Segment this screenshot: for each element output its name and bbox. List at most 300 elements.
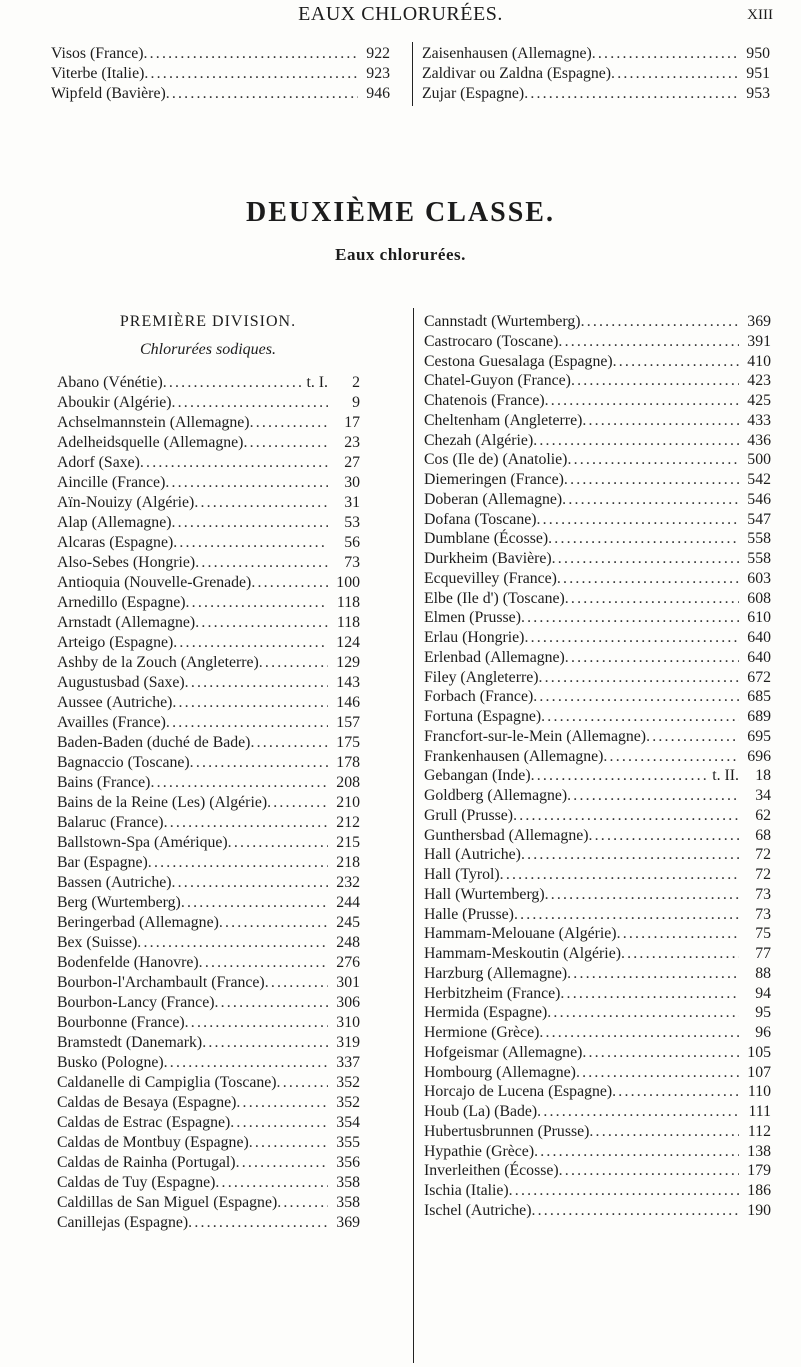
dot-leader	[545, 391, 739, 411]
entry-name: Baden-Baden (duché de Bade)	[57, 734, 251, 751]
index-entry	[57, 1193, 360, 1213]
entry-name: Doberan (Allemagne)	[424, 490, 563, 508]
entry-name: Aïn-Nouizy (Algérie)	[57, 494, 195, 511]
entry-page-number: 610	[747, 609, 771, 627]
index-entry	[57, 553, 360, 573]
dot-leader	[513, 806, 739, 826]
entry-page-number: 244	[336, 894, 360, 911]
entry-page-number: 310	[336, 1014, 360, 1031]
dot-leader	[150, 773, 328, 793]
entry-name: Fortuna (Espagne)	[424, 708, 542, 725]
entry-page-number: 558	[747, 530, 771, 548]
entry-page-number: 953	[746, 85, 770, 102]
dot-leader	[592, 44, 738, 64]
index-entry	[424, 964, 771, 984]
dot-leader	[537, 1102, 739, 1122]
dot-leader	[228, 833, 328, 853]
entry-page-number: 68	[755, 826, 771, 844]
entry-page-number: 232	[336, 874, 360, 891]
entry-name: Bar (Espagne)	[57, 854, 148, 871]
dot-leader	[558, 332, 739, 352]
dot-leader	[267, 793, 328, 813]
entry-page-number: 179	[747, 1162, 771, 1180]
entry-name: Bramstedt (Danemark)	[57, 1034, 203, 1051]
entry-name: Diemeringen (France)	[424, 471, 564, 488]
dot-leader	[589, 826, 740, 846]
entry-page-number: 248	[336, 934, 360, 951]
entry-name: Halle (Prusse)	[424, 905, 514, 923]
dot-leader	[199, 953, 328, 973]
entry-name: Availles (France)	[57, 714, 166, 731]
index-entry	[424, 924, 771, 944]
entry-name: Hofgeismar (Allemagne)	[424, 1043, 583, 1061]
entry-page-number: 118	[336, 614, 360, 631]
entry-page-number: 73	[755, 885, 771, 903]
entry-name: Caldas de Besaya (Espagne)	[57, 1094, 237, 1111]
index-entry	[57, 633, 360, 653]
dot-leader	[581, 312, 739, 332]
dot-leader	[589, 1122, 739, 1142]
entry-name: Also-Sebes (Hongrie)	[57, 554, 196, 571]
index-entry	[57, 393, 360, 413]
entry-name: Chatel-Guyon (France)	[424, 372, 571, 390]
index-entry	[424, 984, 771, 1004]
top-index-left-column	[51, 44, 390, 104]
entry-name: Alap (Allemagne)	[57, 514, 172, 531]
index-entry	[57, 953, 360, 973]
entry-name: Dumblane (Écosse)	[424, 530, 549, 548]
dot-leader	[552, 549, 739, 569]
entry-name: Busko (Pologne)	[57, 1054, 164, 1071]
class-subtitle: Eaux chlorurées.	[335, 245, 466, 264]
entry-page-number: 369	[747, 313, 771, 330]
dot-leader	[565, 648, 739, 668]
entry-page-number: 542	[747, 471, 771, 488]
index-entry	[57, 1113, 360, 1133]
entry-volume-ref: t. II.	[712, 767, 739, 785]
entry-name: Forbach (France)	[424, 688, 534, 706]
dot-leader	[140, 453, 328, 473]
entry-name: Adelheidsquelle (Allemagne)	[57, 434, 244, 451]
dot-leader	[137, 933, 328, 953]
entry-name: Cestona Guesalaga (Espagne)	[424, 352, 613, 370]
index-entry	[424, 1003, 771, 1023]
entry-name: Bourbonne (France)	[57, 1014, 185, 1031]
entry-name: Houb (La) (Bade)	[424, 1103, 538, 1120]
entry-page-number: 105	[747, 1043, 771, 1061]
entry-name: Ischel (Autriche)	[424, 1201, 532, 1219]
running-title: EAUX CHLORURÉES.	[298, 3, 503, 25]
entry-page-number: 212	[336, 814, 360, 831]
index-entry	[424, 747, 771, 767]
entry-name: Antioquia (Nouvelle-Grenade)	[57, 574, 252, 591]
entry-name: Balaruc (France)	[57, 814, 164, 831]
entry-page-number: 410	[747, 352, 771, 370]
dot-leader	[144, 64, 358, 84]
entry-page-number: 72	[755, 866, 771, 883]
index-entry	[424, 905, 771, 925]
index-entry	[57, 1033, 360, 1053]
index-entry	[424, 589, 771, 609]
entry-name: Hall (Tyrol)	[424, 866, 500, 883]
dot-leader	[533, 687, 739, 707]
entry-name: Arnedillo (Espagne)	[57, 594, 186, 611]
index-entry	[57, 893, 360, 913]
entry-page-number: 178	[336, 754, 360, 771]
dot-leader	[172, 693, 328, 713]
index-entry	[424, 1122, 771, 1142]
entry-name: Cannstadt (Wurtemberg)	[424, 313, 581, 330]
entry-name: Caldas de Rainha (Portugal)	[57, 1154, 236, 1171]
entry-page-number: 356	[336, 1154, 360, 1171]
entry-page-number: 18	[755, 767, 771, 785]
entry-name: Inverleithen (Écosse)	[424, 1162, 559, 1180]
dot-leader	[646, 727, 739, 747]
entry-name: Ischia (Italie)	[424, 1182, 509, 1199]
entry-name: Hammam-Meskoutin (Algérie)	[424, 945, 621, 962]
dot-leader	[531, 766, 711, 786]
index-entry	[57, 933, 360, 953]
entry-name: Visos (France)	[51, 45, 144, 62]
dot-leader	[194, 493, 328, 513]
entry-page-number: 73	[755, 905, 771, 923]
dot-leader	[164, 813, 328, 833]
dot-leader	[557, 569, 739, 589]
entry-page-number: 30	[344, 474, 360, 491]
entry-name: Dofana (Toscane)	[424, 510, 537, 528]
entry-name: Elbe (Ile d') (Toscane)	[424, 589, 565, 607]
entry-page-number: 337	[336, 1054, 360, 1071]
entry-name: Herbitzheim (France)	[424, 984, 561, 1002]
dot-leader	[186, 593, 328, 613]
index-entry	[424, 529, 771, 549]
entry-name: Alcaras (Espagne)	[57, 534, 174, 551]
dot-leader	[163, 373, 305, 393]
index-entry	[424, 1181, 771, 1201]
entry-page-number: 640	[747, 629, 771, 646]
dot-leader	[250, 733, 328, 753]
dot-leader	[173, 533, 328, 553]
dot-leader	[521, 608, 739, 628]
index-entry	[57, 473, 360, 493]
dot-leader	[621, 944, 739, 964]
index-entry	[424, 312, 771, 332]
index-entry	[424, 450, 771, 470]
index-entry	[424, 668, 771, 688]
entry-page-number: 319	[336, 1034, 360, 1051]
entry-name: Elmen (Prusse)	[424, 609, 521, 627]
entry-page-number: 640	[747, 648, 771, 666]
index-entry	[424, 549, 771, 569]
index-entry	[57, 713, 360, 733]
index-entry	[57, 433, 360, 453]
dot-leader	[565, 589, 739, 609]
entry-page-number: 951	[746, 65, 770, 82]
dot-leader	[195, 553, 328, 573]
index-entry	[51, 64, 390, 84]
entry-page-number: 157	[336, 714, 360, 731]
index-entry	[424, 885, 771, 905]
entry-page-number: 306	[336, 994, 360, 1011]
entry-page-number: 946	[366, 85, 390, 102]
entry-name: Francfort-sur-le-Mein (Allemagne)	[424, 727, 647, 745]
entry-page-number: 146	[336, 694, 360, 711]
entry-name: Beringerbad (Allemagne)	[57, 914, 219, 931]
dot-leader	[500, 865, 739, 885]
entry-name: Ecquevilley (France)	[424, 569, 557, 587]
index-entry	[424, 569, 771, 589]
entry-page-number: 124	[336, 634, 360, 651]
entry-page-number: 138	[747, 1142, 771, 1160]
entry-name: Arnstadt (Allemagne)	[57, 614, 196, 631]
index-entry	[424, 786, 771, 806]
index-entry	[57, 373, 360, 393]
dot-leader	[582, 1043, 739, 1063]
index-entry	[424, 371, 771, 391]
entry-name: Hall (Wurtemberg)	[424, 885, 545, 903]
index-entry	[424, 1142, 771, 1162]
dot-leader	[612, 1082, 739, 1102]
dot-leader	[249, 1133, 328, 1153]
entry-page-number: 923	[366, 65, 390, 82]
index-entry	[57, 1053, 360, 1073]
entry-page-number: 433	[747, 411, 771, 429]
index-entry	[57, 413, 360, 433]
dot-leader	[166, 84, 358, 104]
entry-page-number: 23	[344, 434, 360, 451]
index-entry	[57, 533, 360, 553]
dot-leader	[251, 573, 328, 593]
entry-page-number: 245	[336, 914, 360, 931]
dot-leader	[236, 1153, 328, 1173]
dot-leader	[567, 964, 739, 984]
entry-name: Cheltenham (Angleterre)	[424, 411, 583, 429]
entry-page-number: 603	[747, 569, 771, 587]
index-entry	[424, 608, 771, 628]
index-entry	[424, 1082, 771, 1102]
index-entry	[424, 707, 771, 727]
entry-page-number: 110	[747, 1083, 771, 1101]
entry-page-number: 31	[344, 494, 360, 511]
index-entry	[424, 1043, 771, 1063]
index-entry	[57, 813, 360, 833]
index-entry	[422, 44, 770, 64]
entry-name: Hall (Autriche)	[424, 846, 521, 864]
entry-name: Frankenhausen (Allemagne)	[424, 747, 604, 765]
index-entry	[57, 773, 360, 793]
entry-page-number: 175	[336, 734, 360, 751]
index-entry	[57, 753, 360, 773]
entry-name: Hammam-Melouane (Algérie)	[424, 925, 617, 943]
division-title: PREMIÈRE DIVISION.	[119, 313, 297, 330]
entry-page-number: 558	[747, 550, 771, 567]
index-entry	[57, 793, 360, 813]
entry-page-number: 95	[755, 1004, 771, 1022]
dot-leader	[277, 1073, 328, 1093]
entry-page-number: 186	[747, 1182, 771, 1199]
index-entry	[424, 510, 771, 530]
entry-name: Hombourg (Allemagne)	[424, 1063, 576, 1081]
entry-page-number: 53	[344, 514, 360, 531]
entry-name: Bourbon-l'Archambault (France)	[57, 974, 265, 991]
entry-name: Gebangan (Inde)	[424, 767, 531, 785]
dot-leader	[533, 431, 739, 451]
entry-name: Castrocaro (Toscane)	[424, 332, 559, 350]
entry-name: Hubertusbrunnen (Prusse)	[424, 1122, 590, 1140]
entry-page-number: 100	[336, 574, 360, 591]
dot-leader	[164, 1053, 328, 1073]
entry-name: Bagnaccio (Toscane)	[57, 754, 190, 771]
entry-page-number: 72	[755, 846, 771, 864]
dot-leader	[181, 893, 328, 913]
index-entry	[57, 1153, 360, 1173]
entry-page-number: 107	[747, 1063, 771, 1081]
index-entry	[57, 993, 360, 1013]
entry-name: Gunthersbad (Allemagne)	[424, 826, 589, 844]
entry-name: Horcajo de Lucena (Espagne)	[424, 1083, 613, 1101]
class-title: DEUXIÈME CLASSE.	[246, 197, 555, 228]
entry-page-number: 436	[747, 431, 771, 449]
index-entry	[57, 853, 360, 873]
entry-name: Zujar (Espagne)	[422, 85, 525, 102]
index-entry	[57, 973, 360, 993]
index-entry	[424, 806, 771, 826]
index-entry	[57, 653, 360, 673]
division-subtitle: Chlorurées sodiques.	[140, 341, 276, 358]
entry-page-number: 88	[755, 964, 771, 982]
entry-page-number: 143	[336, 674, 360, 691]
dot-leader	[562, 490, 739, 510]
dot-leader	[564, 470, 739, 490]
dot-leader	[576, 1063, 739, 1083]
entry-name: Grull (Prusse)	[424, 806, 514, 824]
index-entry	[57, 1093, 360, 1113]
entry-name: Achselmannstein (Allemagne)	[57, 414, 250, 431]
index-entry	[57, 1213, 360, 1233]
entry-page-number: 208	[336, 774, 360, 791]
entry-name: Hermione (Grèce)	[424, 1024, 540, 1041]
entry-page-number: 689	[747, 708, 771, 725]
entry-page-number: 9	[352, 394, 360, 411]
dot-leader	[259, 653, 328, 673]
entry-page-number: 391	[747, 332, 771, 350]
entry-name: Bassen (Autriche)	[57, 874, 172, 891]
entry-page-number: 354	[336, 1114, 360, 1131]
entry-name: Ballstown-Spa (Amérique)	[57, 834, 228, 851]
dot-leader	[185, 1013, 328, 1033]
index-entry	[424, 865, 771, 885]
dot-leader	[236, 1093, 328, 1113]
dot-leader	[548, 529, 739, 549]
index-entry	[424, 352, 771, 372]
entry-page-number: 276	[336, 954, 360, 971]
index-entry	[422, 64, 770, 84]
dot-leader	[571, 371, 739, 391]
entry-page-number: 423	[747, 372, 771, 390]
entry-name: Wipfeld (Bavière)	[51, 85, 166, 102]
dot-leader	[524, 628, 739, 648]
dot-leader	[172, 873, 329, 893]
dot-leader	[521, 845, 739, 865]
entry-page-number: 94	[755, 984, 771, 1002]
dot-leader	[202, 1033, 328, 1053]
entry-page-number: 2	[352, 374, 360, 391]
entry-page-number: 608	[747, 589, 771, 607]
entry-page-number: 73	[344, 554, 360, 571]
entry-name: Erlau (Hongrie)	[424, 629, 525, 646]
entry-page-number: 96	[755, 1024, 771, 1041]
entry-name: Arteigo (Espagne)	[57, 634, 174, 651]
entry-page-number: 546	[747, 490, 771, 508]
entry-page-number: 34	[755, 787, 771, 804]
dot-leader	[613, 352, 739, 372]
entry-name: Ashby de la Zouch (Angleterre)	[57, 654, 259, 671]
entry-name: Bourbon-Lancy (France)	[57, 994, 215, 1011]
index-entry	[424, 1102, 771, 1122]
entry-name: Caldas de Tuy (Espagne)	[57, 1174, 216, 1191]
dot-leader	[559, 1161, 739, 1181]
entry-name: Hermida (Espagne)	[424, 1004, 548, 1022]
entry-page-number: 425	[747, 392, 771, 409]
index-entry	[57, 513, 360, 533]
dot-leader	[265, 973, 328, 993]
entry-page-number: 672	[747, 668, 771, 686]
entry-page-number: 62	[755, 806, 771, 824]
dot-leader	[531, 1201, 739, 1221]
dot-leader	[514, 905, 739, 925]
top-column-divider	[412, 42, 413, 106]
entry-name: Bains (France)	[57, 774, 151, 791]
dot-leader	[547, 1003, 739, 1023]
entry-name: Chatenois (France)	[424, 392, 545, 409]
entry-name: Bex (Suisse)	[57, 934, 138, 951]
index-entry	[57, 873, 360, 893]
index-entry	[51, 84, 390, 104]
index-entry	[424, 490, 771, 510]
dot-leader	[611, 64, 738, 84]
entry-name: Harzburg (Allemagne)	[424, 964, 568, 982]
index-entry	[57, 1073, 360, 1093]
index-entry	[424, 727, 771, 747]
index-entry	[57, 1173, 360, 1193]
index-entry	[57, 453, 360, 473]
entry-page-number: 112	[747, 1122, 771, 1140]
dot-leader	[538, 668, 739, 688]
entry-name: Caldillas de San Miguel (Espagne)	[57, 1194, 278, 1211]
entry-page-number: 75	[755, 925, 771, 943]
index-entry	[422, 84, 770, 104]
entry-name: Zaldivar ou Zaldna (Espagne)	[422, 65, 612, 82]
entry-page-number: 922	[366, 45, 390, 62]
entry-page-number: 355	[336, 1134, 360, 1151]
entry-page-number: 950	[746, 45, 770, 62]
entry-page-number: 215	[336, 834, 360, 851]
index-entry	[424, 411, 771, 431]
dot-leader	[250, 413, 328, 433]
entry-name: Berg (Wurtemberg)	[57, 894, 181, 911]
entry-name: Durkheim (Bavière)	[424, 550, 552, 567]
dot-leader	[545, 885, 739, 905]
index-entry	[424, 431, 771, 451]
entry-name: Augustusbad (Saxe)	[57, 674, 185, 691]
index-entry	[57, 573, 360, 593]
entry-page-number: 696	[747, 747, 771, 765]
entry-page-number: 111	[748, 1103, 771, 1120]
index-entry	[424, 1201, 771, 1221]
index-entry	[424, 470, 771, 490]
dot-leader	[219, 913, 328, 933]
entry-page-number: 369	[336, 1214, 360, 1231]
